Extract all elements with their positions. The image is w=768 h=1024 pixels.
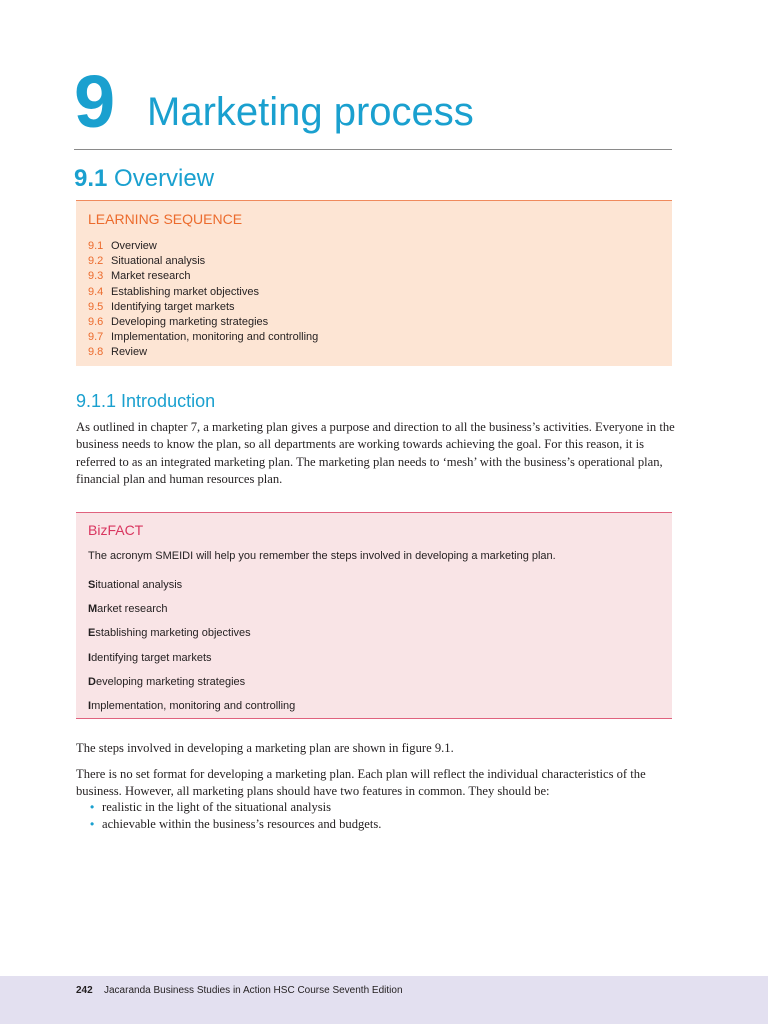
item-label: Establishing market objectives xyxy=(111,285,259,298)
book-title: Jacaranda Business Studies in Action HSC Course Seventh Edition xyxy=(104,985,403,996)
acronym-rest: mplementation, monitoring and controlling xyxy=(91,700,296,713)
item-number: 9.2 xyxy=(88,255,104,268)
list-item xyxy=(88,239,318,254)
bullet-icon: • xyxy=(90,800,95,814)
item-number: 9.1 xyxy=(88,240,104,252)
item-number: 9.5 xyxy=(88,300,104,313)
bullet-text: realistic in the light of the situational analysis xyxy=(102,800,332,814)
bullet-list xyxy=(76,799,381,834)
section-number: 9.1 xyxy=(74,165,108,192)
bullet-icon: • xyxy=(90,817,95,832)
list-item xyxy=(88,694,295,718)
introduction-heading: 9.1.1 Introduction xyxy=(76,391,216,411)
acronym-rest: arket research xyxy=(97,603,168,616)
bizfact-heading: BizFACT xyxy=(88,522,144,538)
chapter-title: Marketing process xyxy=(147,90,474,134)
list-item xyxy=(88,254,318,269)
format-paragraph: There is no set format for developing a marketing plan. Each plan will reflect the individual characteristics of the business. However, all marketing plans should have two features in common. They should be: xyxy=(76,767,646,799)
item-number: 9.8 xyxy=(88,346,104,359)
list-item xyxy=(76,816,381,833)
chapter-number: 9 xyxy=(74,60,116,143)
item-label: Review xyxy=(111,346,148,359)
list-item xyxy=(88,646,295,670)
learning-sequence-box xyxy=(76,200,672,366)
list-item xyxy=(88,285,318,300)
list-item xyxy=(88,300,318,315)
list-item xyxy=(76,799,381,816)
acronym-rest: stablishing marketing objectives xyxy=(95,627,251,640)
introduction-paragraph: As outlined in chapter 7, a marketing plan gives a purpose and direction to all the business’s activities. Everyone in the business needs to know the plan, so all departments are working towards achieving the goal. For this reason, it is referred to as an integrated marketing plan. The marketing plan needs to ‘mesh’ with the business’s operational plan, financial plan and human resources plan. xyxy=(76,420,675,487)
acronym-letter: E xyxy=(88,627,96,640)
bizfact-box xyxy=(76,512,672,719)
page-number: 242 xyxy=(76,985,93,996)
item-number: 9.4 xyxy=(88,285,104,298)
learning-sequence-heading: LEARNING SEQUENCE xyxy=(88,211,243,227)
list-item xyxy=(88,345,318,360)
bizfact-intro: The acronym SMEIDI will help you remember the steps involved in developing a marketing plan. xyxy=(88,550,556,562)
acronym-letter: S xyxy=(88,579,96,591)
item-label: Market research xyxy=(111,270,191,283)
acronym-rest: dentifying target markets xyxy=(91,651,212,664)
list-item xyxy=(88,573,295,597)
list-item xyxy=(88,621,295,645)
list-item xyxy=(88,330,318,345)
learning-sequence-list xyxy=(88,239,318,361)
acronym-rest: ituational analysis xyxy=(95,579,183,591)
page-footer xyxy=(0,976,768,1024)
item-number: 9.7 xyxy=(88,331,104,344)
item-number: 9.6 xyxy=(88,316,104,329)
acronym-letter: D xyxy=(88,675,96,688)
list-item xyxy=(88,597,295,621)
item-label: Developing marketing strategies xyxy=(111,316,269,329)
item-label: Implementation, monitoring and controlling xyxy=(111,331,319,344)
steps-sentence: The steps involved in developing a marketing plan are shown in figure 9.1. xyxy=(76,741,454,755)
bizfact-list xyxy=(88,573,295,718)
acronym-letter: I xyxy=(88,651,92,664)
list-item xyxy=(88,315,318,330)
acronym-letter: M xyxy=(88,603,98,616)
bullet-text: achievable within the business’s resources and budgets. xyxy=(102,817,382,832)
list-item xyxy=(88,670,295,694)
item-number: 9.3 xyxy=(88,270,104,283)
list-item xyxy=(88,269,318,284)
item-label: Overview xyxy=(111,240,157,252)
item-label: Identifying target markets xyxy=(111,300,235,313)
item-label: Situational analysis xyxy=(111,255,206,268)
section-title: Overview xyxy=(114,165,215,192)
acronym-letter: I xyxy=(88,700,92,713)
section-heading xyxy=(74,164,214,194)
acronym-rest: eveloping marketing strategies xyxy=(95,675,246,688)
chapter-header xyxy=(74,60,672,150)
